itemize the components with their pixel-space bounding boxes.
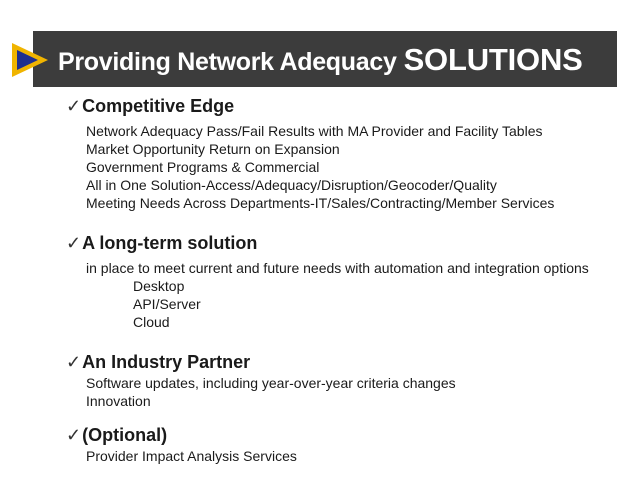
- list-item: Government Programs & Commercial: [86, 159, 320, 175]
- option-item: Desktop: [133, 278, 185, 294]
- section-heading-long-term-solution: [66, 232, 257, 254]
- section-heading-optional: [66, 424, 167, 446]
- option-item: Cloud: [133, 314, 170, 330]
- list-item: Meeting Needs Across Departments-IT/Sales/Contracting/Member Services: [86, 195, 555, 211]
- heading-label: An Industry Partner: [82, 352, 251, 372]
- checkmark-icon: ✓: [66, 352, 82, 372]
- option-item: API/Server: [133, 296, 201, 312]
- section-intro: in place to meet current and future needs with automation and integration options: [86, 260, 589, 276]
- heading-label: Competitive Edge: [82, 96, 235, 116]
- checkmark-icon: ✓: [66, 425, 82, 445]
- list-item: Network Adequacy Pass/Fail Results with MA Provider and Facility Tables: [86, 123, 543, 139]
- list-item: Provider Impact Analysis Services: [86, 448, 297, 464]
- heading-label: A long-term solution: [82, 233, 258, 253]
- arrow-bullet-icon: [10, 40, 50, 80]
- list-item: Innovation: [86, 393, 151, 409]
- section-heading-industry-partner: [66, 351, 250, 373]
- heading-label: (Optional): [82, 425, 168, 445]
- list-item: All in One Solution-Access/Adequacy/Disruption/Geocoder/Quality: [86, 177, 497, 193]
- title-main: Providing Network Adequacy: [58, 48, 397, 76]
- section-heading-competitive-edge: [66, 95, 234, 117]
- checkmark-icon: ✓: [66, 233, 82, 253]
- checkmark-icon: ✓: [66, 96, 82, 116]
- page-title: [58, 38, 583, 82]
- title-accent: SOLUTIONS: [403, 42, 583, 77]
- list-item: Software updates, including year-over-year criteria changes: [86, 375, 456, 391]
- list-item: Market Opportunity Return on Expansion: [86, 141, 340, 157]
